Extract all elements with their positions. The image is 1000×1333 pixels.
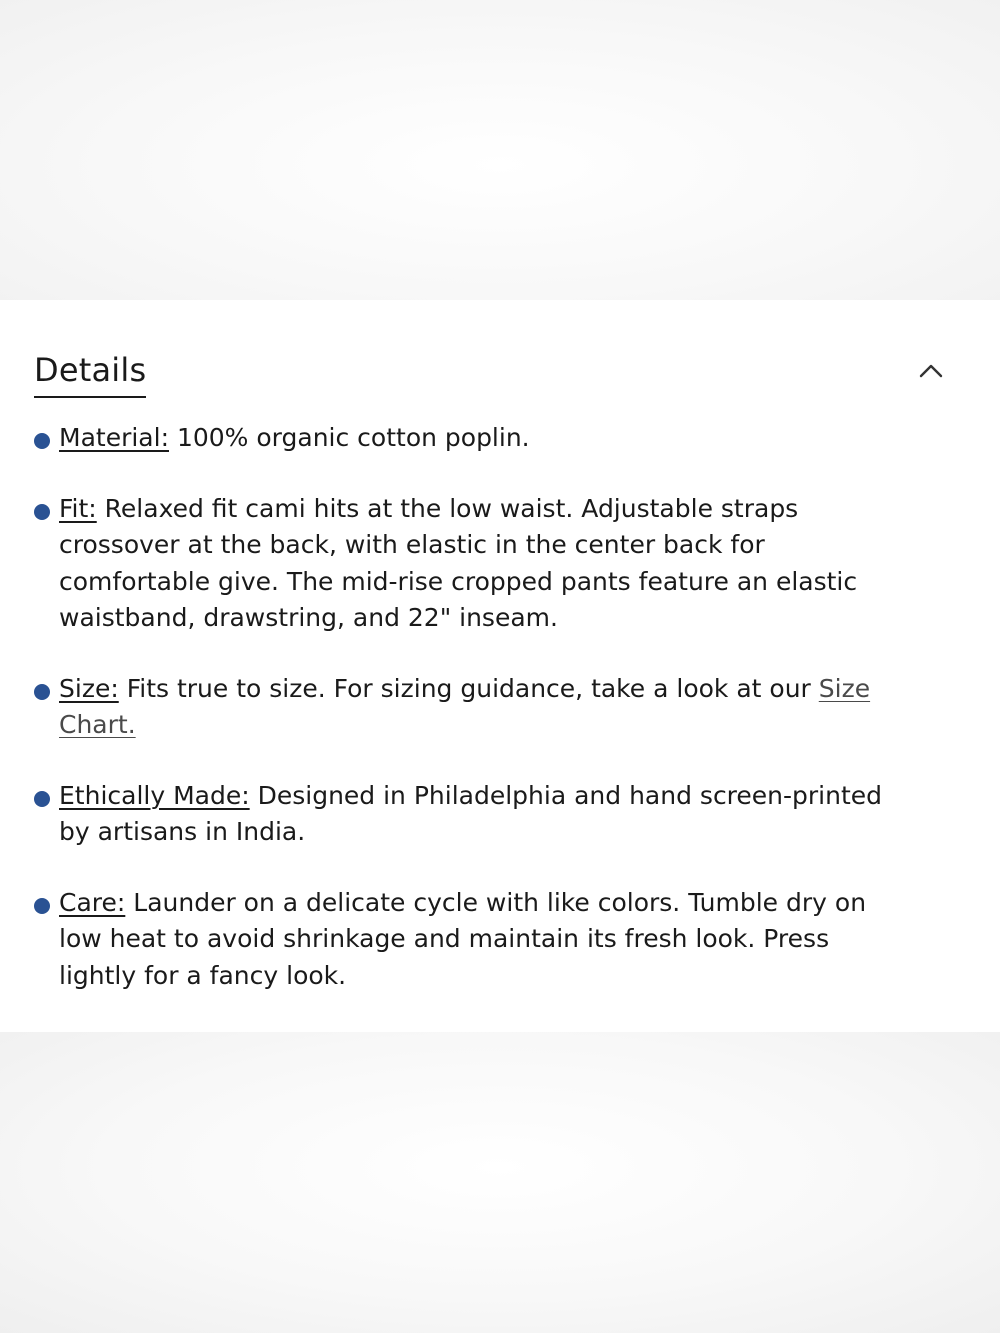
detail-term: Size: [59,673,119,703]
size-chart-link[interactable]: Size Chart. [59,673,871,739]
detail-text: Designed in Philadelphia and hand screen-printed by artisans in India. [59,780,883,846]
detail-text: Launder on a delicate cycle with like colors. Tumble dry on low heat to avoid shrinkage and maintain its fresh look. Press lightly for a fancy look. [59,887,867,990]
bullet-dot [34,898,50,914]
chevron-up-icon [916,356,946,386]
detail-term: Care: [59,887,126,917]
bullet-dot [34,504,50,520]
detail-text: Relaxed fit cami hits at the low waist. Adjustable straps crossover at the back, with elastic in the center back for comfortable give. The mid-rise cropped pants feature an elastic waistband, drawstring, and 22" inseam. [59,493,858,632]
detail-item-material [34,420,914,457]
product-image-top [0,0,1000,300]
detail-item-size [34,671,914,744]
details-title: Details [34,348,146,398]
detail-item-fit [34,491,914,637]
detail-text: 100% organic cotton poplin. [169,423,530,452]
details-header[interactable] [34,348,946,398]
bullet-dot [34,684,50,700]
detail-term: Fit: [59,493,97,523]
detail-item-ethically-made [34,778,914,851]
product-image-bottom [0,1032,1000,1333]
detail-term: Ethically Made: [59,780,250,810]
bullet-dot [34,433,50,449]
bullet-dot [34,791,50,807]
collapse-toggle-button[interactable] [916,356,946,386]
details-list [34,420,914,1028]
detail-item-care [34,885,914,995]
detail-text: Fits true to size. For sizing guidance, take a look at our [118,673,819,703]
detail-term: Material: [59,423,169,452]
